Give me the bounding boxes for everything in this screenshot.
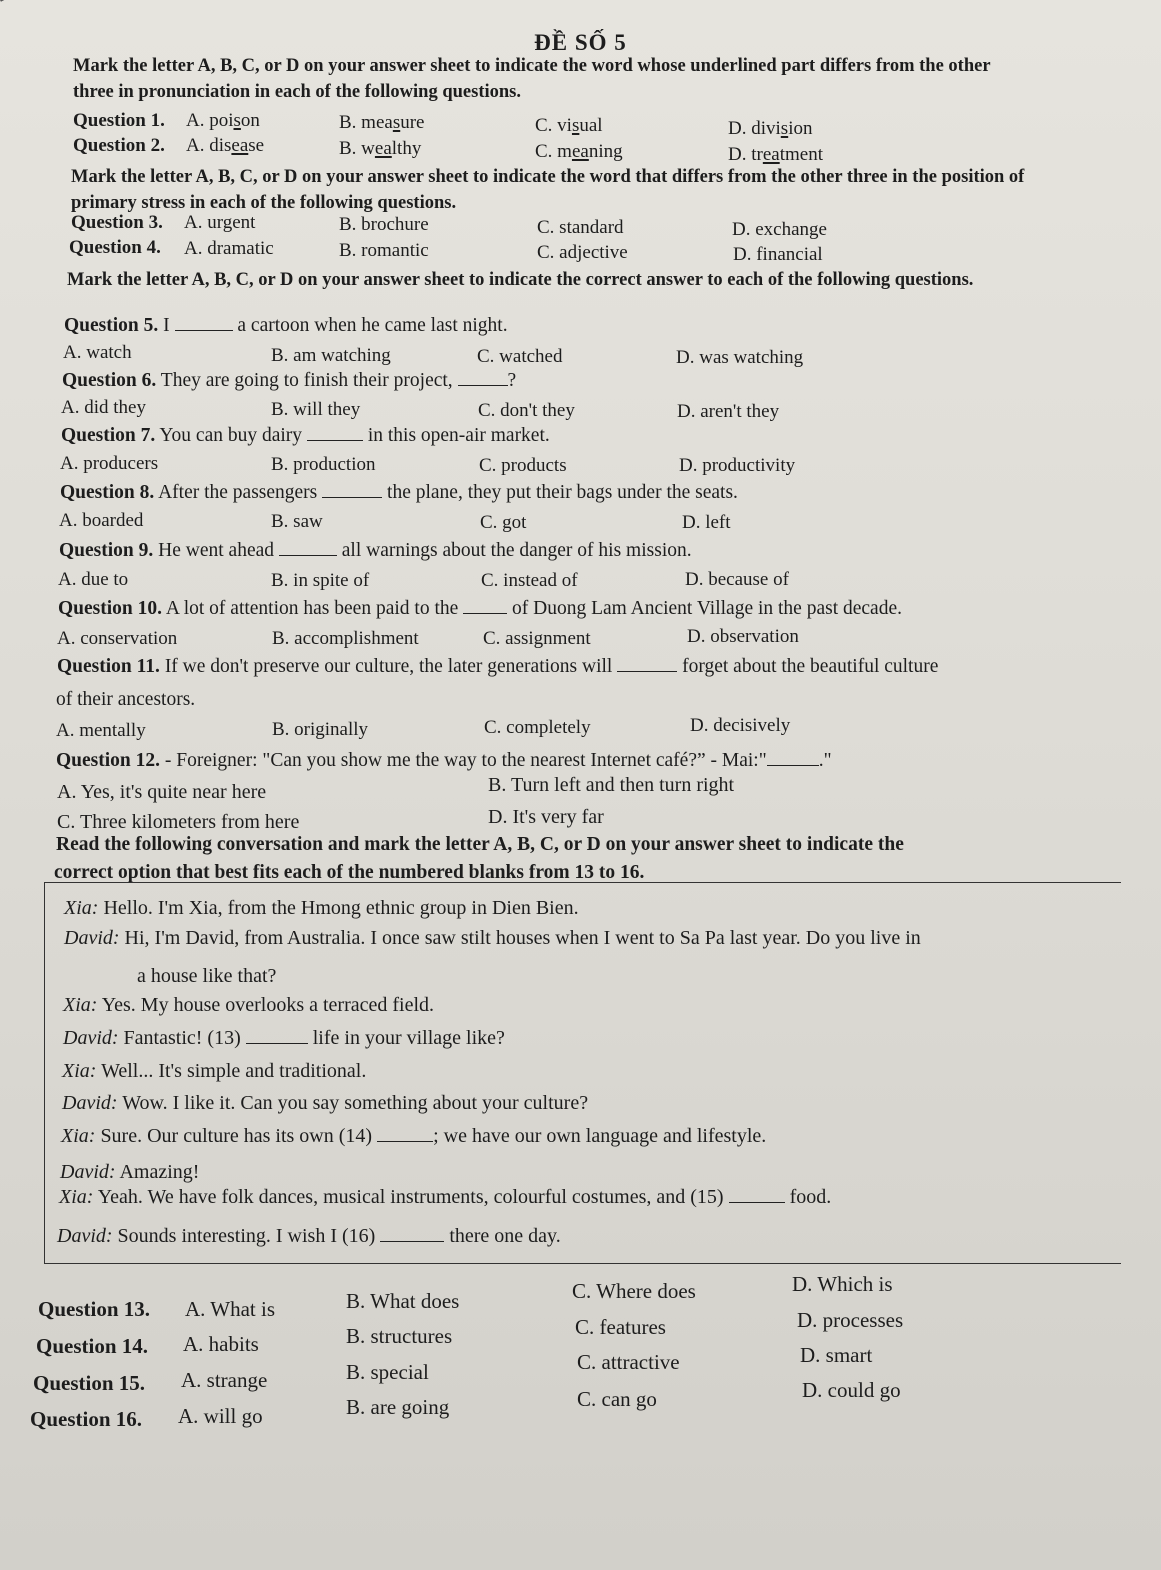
option-a[interactable]: A. habits <box>183 1332 259 1356</box>
dialog-line-6: David: Wow. I like it. Can you say something about your culture? <box>62 1092 589 1114</box>
speaker-name: David: <box>57 1225 113 1247</box>
option-b[interactable]: B. Turn left and then turn right <box>488 774 735 796</box>
option-c[interactable]: C. adjective <box>537 242 628 263</box>
option-a[interactable]: A. due to <box>58 569 129 590</box>
question-13: Question 13. <box>38 1297 151 1321</box>
option-b[interactable]: B. in spite of <box>271 570 370 591</box>
option-a[interactable]: A. strange <box>181 1368 268 1392</box>
option-a[interactable]: A. will go <box>178 1404 263 1428</box>
option-b[interactable]: B. measure <box>339 112 425 133</box>
question-4: Question 4. <box>69 237 161 258</box>
speaker-name: David: <box>60 1161 116 1183</box>
option-d[interactable]: D. Which is <box>792 1272 893 1296</box>
option-a[interactable]: A. urgent <box>184 212 256 233</box>
option-d[interactable]: D. was watching <box>676 347 804 368</box>
option-c[interactable]: C. got <box>480 512 527 533</box>
speaker-name: David: <box>64 927 120 949</box>
page-title: ĐỀ SỐ 5 <box>534 30 627 55</box>
answer-blank-16 <box>380 1227 444 1242</box>
option-a[interactable]: A. mentally <box>56 720 146 741</box>
option-c[interactable]: C. Three kilometers from here <box>57 811 300 833</box>
option-c[interactable]: C. don't they <box>478 400 575 421</box>
option-a[interactable]: A. What is <box>185 1297 276 1321</box>
option-c[interactable]: C. products <box>479 455 567 476</box>
option-b[interactable]: B. What does <box>346 1289 460 1313</box>
speaker-name: Xia: <box>59 1186 94 1208</box>
option-d[interactable]: D. It's very far <box>488 806 604 828</box>
question-16: Question 16. <box>30 1407 143 1431</box>
option-c[interactable]: C. can go <box>577 1387 657 1411</box>
speaker-name: Xia: <box>63 994 98 1016</box>
option-d[interactable]: D. treatment <box>728 144 823 165</box>
option-d[interactable]: D. decisively <box>690 715 791 736</box>
speaker-name: David: <box>62 1092 118 1114</box>
option-d[interactable]: D. financial <box>733 244 823 265</box>
option-c[interactable]: C. instead of <box>481 570 578 591</box>
option-b[interactable]: B. am watching <box>271 345 391 366</box>
dialog-line-4: David: Fantastic! (13) life in your village like? <box>63 1027 505 1049</box>
option-d[interactable]: D. could go <box>802 1378 901 1402</box>
option-b[interactable]: B. production <box>271 454 376 475</box>
option-b[interactable]: B. saw <box>271 511 323 532</box>
question-14: Question 14. <box>36 1334 149 1358</box>
answer-blank-13 <box>246 1029 308 1044</box>
option-a[interactable]: A. boarded <box>59 510 144 531</box>
answer-blank-15 <box>729 1188 785 1203</box>
option-a[interactable]: A. watch <box>63 342 132 363</box>
question-5: Question 5. I a cartoon when he came last night. <box>64 315 508 336</box>
speaker-name: David: <box>63 1027 119 1049</box>
question-1 <box>73 110 165 132</box>
option-d[interactable]: D. processes <box>797 1308 904 1332</box>
option-d[interactable]: D. exchange <box>732 219 827 240</box>
option-c[interactable]: C. completely <box>484 717 591 738</box>
dialog-line-3: Xia: Yes. My house overlooks a terraced field. <box>63 994 435 1016</box>
dialog-line-2: David: Hi, I'm David, from Australia. I once saw stilt houses when I went to Sa Pa last year. Do you live in <box>64 927 921 949</box>
question-9: Question 9. He went ahead all warnings about the danger of his mission. <box>59 540 692 561</box>
answer-blank-14 <box>377 1127 433 1142</box>
option-b[interactable]: B. originally <box>272 719 369 740</box>
answer-blank <box>279 541 337 556</box>
question-6: Question 6. They are going to finish their project, ? <box>62 370 517 391</box>
option-b[interactable]: B. wealthy <box>339 138 422 159</box>
speaker-name: Xia: <box>64 897 99 919</box>
answer-blank <box>463 599 507 614</box>
option-b[interactable]: B. brochure <box>339 214 429 235</box>
option-a[interactable]: A. Yes, it's quite near here <box>57 781 267 803</box>
option-b[interactable]: B. are going <box>346 1395 450 1419</box>
option-d[interactable]: D. division <box>728 118 813 139</box>
question-8: Question 8. After the passengers the plane, they put their bags under the seats. <box>60 482 738 503</box>
option-c[interactable]: C. assignment <box>483 628 591 649</box>
question-7: Question 7. You can buy dairy in this open-air market. <box>61 425 550 446</box>
option-d[interactable]: D. because of <box>685 569 789 590</box>
option-a[interactable]: A. conservation <box>57 628 178 649</box>
instruction-conversation-2: correct option that best fits each of the numbered blanks from 13 to 16. <box>54 862 645 883</box>
option-c[interactable]: C. attractive <box>577 1350 680 1374</box>
option-d[interactable]: D. aren't they <box>677 401 780 422</box>
option-b[interactable]: B. special <box>346 1360 429 1384</box>
instruction-correct-answer: Mark the letter A, B, C, or D on your answer sheet to indicate the correct answer to each of the following questions. <box>67 270 974 290</box>
question-label: Question 2. <box>73 135 165 156</box>
option-c[interactable]: C. features <box>575 1315 666 1339</box>
dialog-line-2-continued: a house like that? <box>137 965 277 987</box>
question-12: Question 12. - Foreigner: "Can you show me the way to the nearest Internet café?” - Mai:" ." <box>56 750 832 771</box>
option-c[interactable]: C. watched <box>477 346 563 367</box>
dialog-line-10: David: Sounds interesting. I wish I (16) there one day. <box>57 1225 561 1247</box>
question-3: Question 3. <box>71 212 163 233</box>
question-15: Question 15. <box>33 1371 146 1395</box>
option-a[interactable]: A. did they <box>61 397 146 418</box>
answer-blank <box>458 371 508 386</box>
dialog-line-1: Xia: Hello. I'm Xia, from the Hmong ethnic group in Dien Bien. <box>64 897 579 919</box>
question-2 <box>73 135 165 157</box>
speaker-name: Xia: <box>61 1125 96 1147</box>
option-d[interactable]: D. productivity <box>679 455 796 476</box>
dialog-line-9: Xia: Yeah. We have folk dances, musical instruments, colourful costumes, and (15) food. <box>59 1186 832 1208</box>
question-label: Question 1. <box>73 110 165 131</box>
option-a[interactable]: A. disease <box>186 135 265 156</box>
dialog-line-5: Xia: Well... It's simple and traditional. <box>62 1060 367 1082</box>
option-d[interactable]: D. observation <box>687 626 799 647</box>
option-b[interactable]: B. structures <box>346 1324 453 1348</box>
instruction-stress: Mark the letter A, B, C, or D on your answer sheet to indicate the word that differs from the other three in the position of primary stress in each of the following questions. <box>71 167 1025 213</box>
speaker-name: Xia: <box>62 1060 97 1082</box>
question-11-continued: of their ancestors. <box>56 689 196 710</box>
question-10: Question 10. A lot of attention has been paid to the of Duong Lam Ancient Village in the past decade. <box>58 598 902 619</box>
option-a[interactable]: A. producers <box>60 453 159 474</box>
option-c[interactable]: C. meaning <box>535 141 623 162</box>
option-c[interactable]: C. visual <box>535 115 603 136</box>
option-d[interactable]: D. left <box>682 512 731 533</box>
answer-blank <box>175 316 233 331</box>
option-b[interactable]: B. accomplishment <box>272 628 419 649</box>
instruction-conversation: Read the following conversation and mark the letter A, B, C, or D on your answer sheet to indicate the <box>56 834 904 855</box>
answer-blank <box>617 657 677 672</box>
option-a[interactable]: A. poison <box>186 110 260 131</box>
option-d[interactable]: D. smart <box>800 1343 873 1367</box>
instruction-pronunciation: Mark the letter A, B, C, or D on your answer sheet to indicate the word whose underlined part differs from the other three in pronunciation in each of the following questions. <box>73 56 991 102</box>
option-a[interactable]: A. dramatic <box>184 238 274 259</box>
option-c[interactable]: C. standard <box>537 217 624 238</box>
option-c[interactable]: C. Where does <box>572 1279 696 1303</box>
option-b[interactable]: B. will they <box>271 399 361 420</box>
answer-blank <box>307 426 363 441</box>
dialog-line-7: Xia: Sure. Our culture has its own (14) ; we have our own language and lifestyle. <box>61 1125 767 1147</box>
option-b[interactable]: B. romantic <box>339 240 429 261</box>
answer-blank <box>767 751 819 766</box>
answer-blank <box>322 483 382 498</box>
question-11: Question 11. If we don't preserve our culture, the later generations will forget about the beautiful culture <box>57 656 939 677</box>
dialog-line-8: David: Amazing! <box>60 1161 200 1183</box>
